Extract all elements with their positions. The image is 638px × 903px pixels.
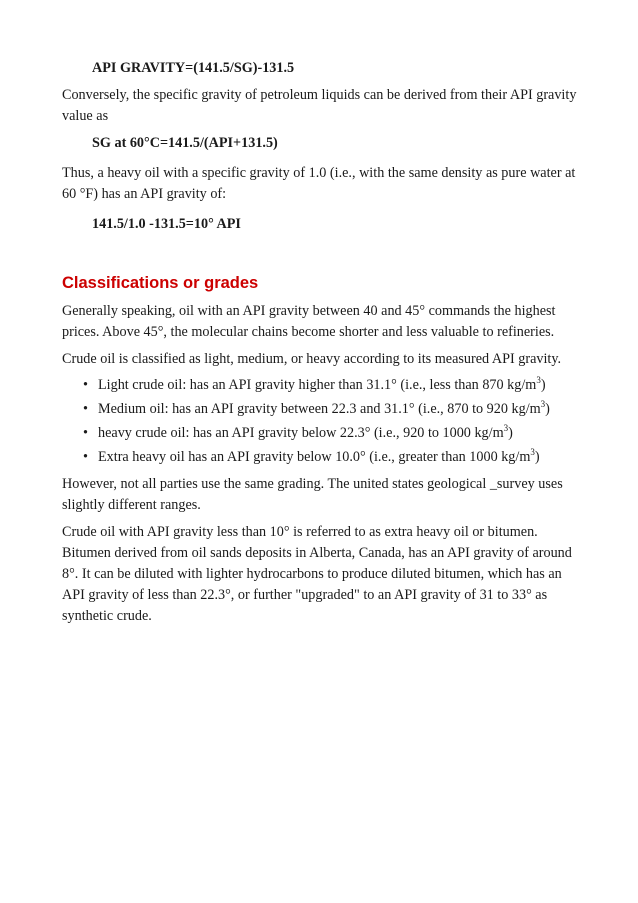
document-page: [62, 58, 582, 627]
superscript: 3: [540, 399, 546, 409]
bullet-icon: •: [83, 425, 88, 441]
list-item-text: Light crude oil: has an API gravity higher than 31.1° (i.e., less than 870 kg/m: [98, 377, 537, 393]
list-item-tail: ): [545, 401, 550, 417]
bullet-icon: •: [83, 401, 88, 417]
list-item: [62, 447, 582, 468]
superscript: 3: [503, 423, 509, 433]
list-item: [62, 375, 582, 396]
paragraph-grading: However, not all parties use the same grading. The united states geological _survey uses slightly different ranges.: [62, 476, 563, 513]
list-item: [62, 399, 582, 420]
list-item-tail: ): [534, 449, 540, 465]
list-item-text: heavy crude oil: has an API gravity below 22.3° (i.e., 920 to 1000 kg/m: [98, 425, 504, 441]
paragraph-bitumen: Crude oil with API gravity less than 10° is referred to as extra heavy oil or bitumen. Bitumen derived from oil sands deposits in Alberta, Canada, has an API gravity of around 8°. It can be diluted with lighter hydrocarbons to produce diluted bitumen, which has an API gravity of less than 22.3°, or further "upgraded" to an API gravity of 31 to 33° as synthetic crude.: [62, 524, 572, 624]
bullet-icon: •: [83, 377, 88, 393]
list-item-tail: ): [540, 377, 546, 393]
list-item-text: Medium oil: has an API gravity between 22.3 and 31.1° (i.e., 870 to 920 kg/m: [98, 401, 541, 417]
list-item: [62, 423, 582, 444]
paragraph-heavy-oil: Thus, a heavy oil with a specific gravity of 1.0 (i.e., with the same density as pure water at 60 °F) has an API gravity of:: [62, 165, 576, 202]
superscript: 3: [530, 447, 535, 457]
paragraph-prices: Generally speaking, oil with an API gravity between 40 and 45° commands the highest prices. Above 45°, the molecular chains become shorter and less valuable to refineries.: [62, 303, 556, 340]
list-item-text: Extra heavy oil has an API gravity below 10.0° (i.e., greater than 1000 kg/m: [98, 449, 531, 465]
heavy-oil-calculation: 141.5/1.0 -131.5=10° API: [92, 216, 241, 232]
list-item-tail: ): [508, 425, 513, 441]
paragraph-conversely: Conversely, the specific gravity of petroleum liquids can be derived from their API gravity value as: [62, 87, 577, 124]
bullet-icon: •: [83, 449, 88, 465]
superscript: 3: [536, 375, 541, 385]
specific-gravity-formula: SG at 60°C=141.5/(API+131.5): [92, 135, 278, 151]
paragraph-classification: Crude oil is classified as light, medium, or heavy according to its measured API gravity.: [62, 351, 562, 367]
api-gravity-formula: API GRAVITY=(141.5/SG)-131.5: [92, 60, 295, 76]
section-heading: Classifications or grades: [62, 274, 259, 292]
grade-list: [62, 375, 582, 468]
